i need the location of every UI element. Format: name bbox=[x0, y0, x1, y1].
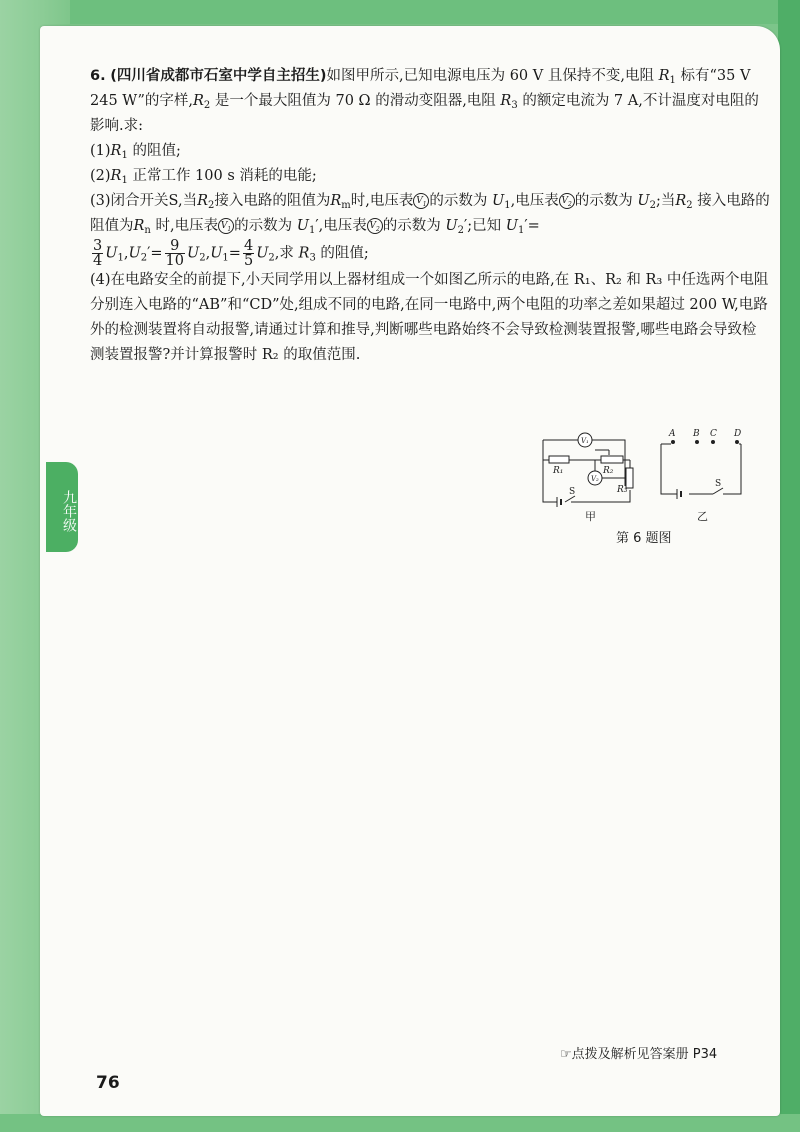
part-3-text-h: 接入电路的阻值为 bbox=[90, 193, 770, 234]
label-jia: 甲 bbox=[585, 510, 596, 523]
grade-tab: 九年级 bbox=[46, 462, 78, 552]
svg-text:R₂: R₂ bbox=[603, 466, 614, 476]
part-3-text-e: ,电压表 bbox=[510, 193, 559, 209]
part-3-text-d: 的示数为 bbox=[429, 193, 488, 209]
part-3-text-k: ,电压表 bbox=[318, 218, 367, 234]
svg-text:V₁: V₁ bbox=[581, 437, 589, 445]
intro-text-d: 的额定电流为 7 A,不计温度对电阻的影响.求: bbox=[90, 93, 759, 134]
switch-label-yi: S bbox=[715, 479, 722, 489]
bottom-border bbox=[0, 1114, 800, 1132]
question-6 bbox=[90, 64, 770, 368]
answer-reference: ☞点拨及解析见答案册 P34 bbox=[560, 1047, 718, 1062]
question-source: (四川省成都市石室中学自主招生) bbox=[110, 68, 327, 84]
part-3-text-c: 时,电压表 bbox=[350, 193, 414, 209]
part-2: $(2)R_1$ 正常工作 100 s 消耗的电能; bbox=[90, 168, 317, 186]
circuit-yi bbox=[661, 441, 741, 500]
point-a-label: A bbox=[669, 429, 676, 439]
point-d-label: D bbox=[734, 429, 742, 439]
resistor-r1 bbox=[549, 456, 569, 463]
fraction-3-4: $\frac{3}{4}$ bbox=[93, 238, 103, 269]
part-3-text-o: 的阻值; bbox=[320, 245, 369, 262]
question-intro: 6. (四川省成都市石室中学自主招生)如图甲所示,已知电源电压为 60 V 且保持不变,电阻 $R_1$ 标有“35 V 245 W”的字样$,R_2$ 是一个最大阻值为 70 Ω 的滑动变阻器,电阻 $R_3$ 的额定电流为 7 A,不计温度对电阻的影响.求: bbox=[90, 68, 765, 134]
fraction-9-10: $\frac{9}{10}$ bbox=[165, 238, 184, 269]
switch-label-jia: S bbox=[569, 487, 576, 497]
voltmeter-1-icon: $V_1$ bbox=[218, 218, 234, 234]
voltmeter-2-icon: $V_2$ bbox=[559, 193, 575, 209]
svg-text:R₁: R₁ bbox=[553, 466, 564, 476]
point-b-label: B bbox=[693, 429, 700, 439]
intro-text-c: 是一个最大阻值为 70 Ω 的滑动变阻器,电阻 bbox=[214, 93, 501, 109]
part-3-text-m: ;已知 bbox=[467, 218, 502, 234]
svg-text:R₃: R₃ bbox=[617, 485, 628, 495]
part-3-text-b: 接入电路的阻值为 bbox=[214, 193, 331, 209]
part-3-text-l: 的示数为 bbox=[382, 218, 441, 234]
point-c-label: C bbox=[710, 429, 717, 439]
question-number: 6. bbox=[90, 68, 106, 84]
top-border bbox=[0, 0, 800, 24]
part-3-text-g: ;当 bbox=[655, 193, 676, 209]
part-3-text-n: 求 bbox=[279, 245, 294, 262]
page-number: 76 bbox=[96, 1073, 120, 1093]
part-3-text-a: (3)闭合开关S,当 bbox=[90, 193, 198, 209]
voltmeter-1-icon: $V_1$ bbox=[413, 193, 429, 209]
part-1-label: (1) bbox=[90, 143, 111, 159]
circuit-yi-labels bbox=[668, 429, 741, 523]
intro-text-b: 标有“35 V 245 W”的字样, bbox=[90, 68, 765, 109]
right-border bbox=[778, 0, 800, 1132]
label-yi: 乙 bbox=[697, 510, 708, 523]
part-3: (3)闭合开关S,当$R_2$接入电路的阻值为$R_m$时,电压表 $V_1$ 的示数为 $U_1$,电压表 $V_2$ 的示数为 $U_2$;当$R_2$ 接入电路的阻值为$R_n$ 时,电压表 $V_1$ 的示数为 $U_1'$,电压表 $V_2$ 的示数为 $U_2'$;已知 $U_1'=$ $\frac{3}{4}$ $U_1,U_2'=$ $\frac{9}{10}$ $U_2,U_1=$ $\frac{4}{5}$ $U_2$,求 $R_3$ 的阻值; bbox=[90, 193, 770, 269]
part-4: (4)在电路安全的前提下,小天同学用以上器材组成一个如图乙所示的电路,在 R₁、R₂ 和 R₃ 中任选两个电阻分别连入电路的“AB”和“CD”处,组成不同的电路,在同一电路中,两个电阻的功率之差如果超过 200 W,电路外的检测装置将自动报警,请通过计算和推导,判断哪些电路始终不会导致检测装置报警,哪些电路会导致检测装置报警?并计算报警时 R₂ 的取值范围. bbox=[90, 272, 769, 363]
intro-text-a: 如图甲所示,已知电源电压为 60 V 且保持不变,电阻 bbox=[326, 68, 659, 84]
part-1: $(1)R_1$ 的阻值; bbox=[90, 143, 181, 161]
part-3-text-j: 的示数为 bbox=[234, 218, 293, 234]
part-1-text: 的阻值; bbox=[132, 143, 181, 159]
figure-caption: 第 6 题图 bbox=[616, 531, 672, 546]
part-3-text-f: 的示数为 bbox=[574, 193, 633, 209]
part-2-label: (2) bbox=[90, 168, 111, 184]
part-3-text-i: 时,电压表 bbox=[155, 218, 219, 234]
voltmeter-2-icon: $V_2$ bbox=[367, 218, 383, 234]
fraction-4-5: $\frac{4}{5}$ bbox=[243, 238, 254, 269]
rheostat-r2 bbox=[601, 456, 623, 463]
svg-text:V₂: V₂ bbox=[591, 475, 599, 483]
part-2-text: 正常工作 100 s 消耗的电能; bbox=[132, 168, 317, 184]
